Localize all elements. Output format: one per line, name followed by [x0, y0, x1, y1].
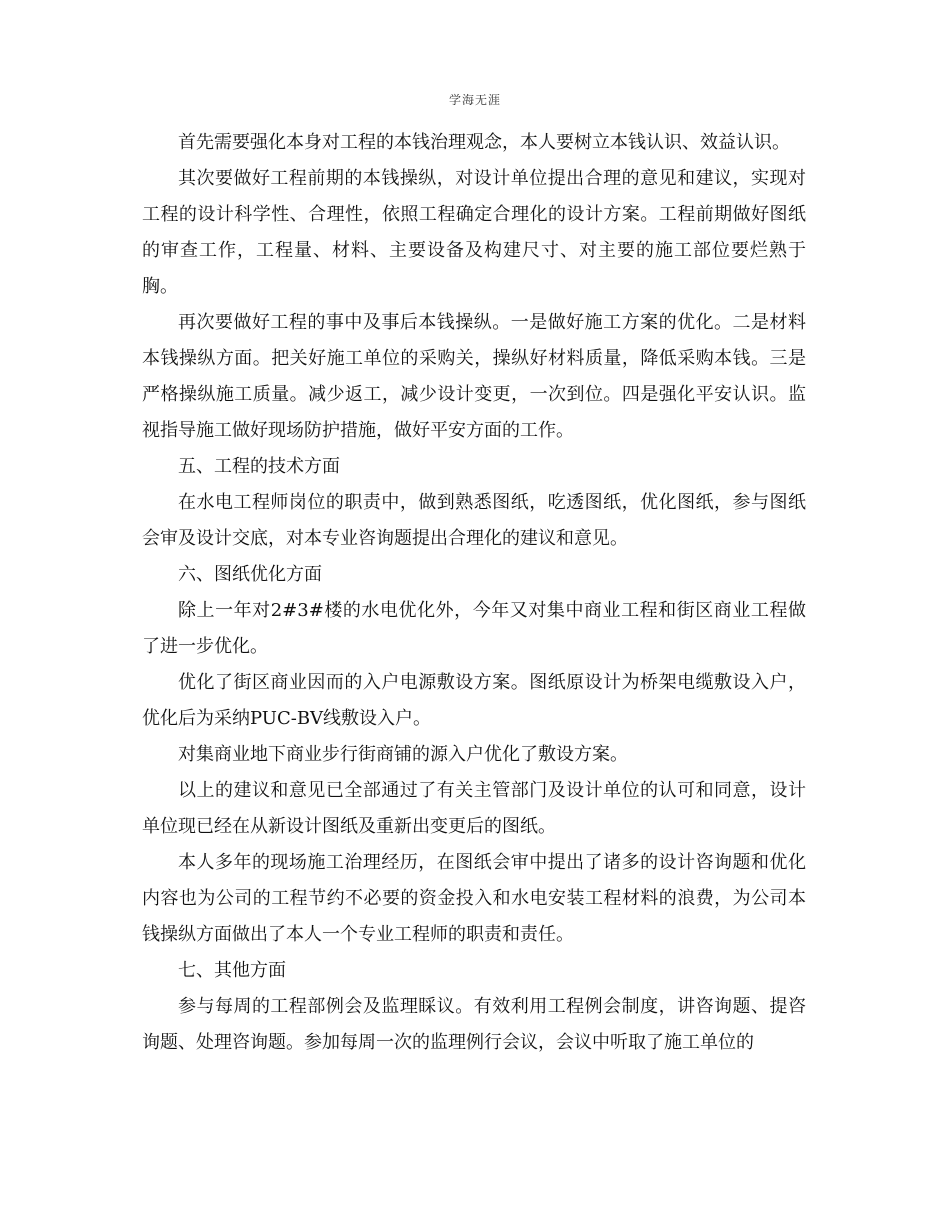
paragraph: 对集商业地下商业步行街商铺的源入户优化了敷设方案。	[178, 744, 628, 765]
paragraph: 除上一年对2#3#楼的水电优化外，今年又对集中商业工程和街区商业工程做了进一步优化。	[142, 600, 806, 657]
paragraph: 参与每周的工程部例会及监理睬议。有效利用工程例会制度，讲咨询题、提咨询题、处理咨询题。参加每周一次的监理例行会议，会议中听取了施工单位的	[142, 996, 806, 1053]
paragraph: 再次要做好工程的事中及事后本钱操纵。一是做好施工方案的优化。二是材料本钱操纵方面。把关好施工单位的采购关，操纵好材料质量，降低采购本钱。三是严格操纵施工质量。减少返工，减少设计变更，一次到位。四是强化平安认识。监视指导施工做好现场防护措施，做好平安方面的工作。	[142, 312, 806, 441]
section-heading: 七、其他方面	[178, 960, 286, 981]
section-heading: 五、工程的技术方面	[178, 456, 340, 477]
paragraph: 首先需要强化本身对工程的本钱治理观念，本人要树立本钱认识、效益认识。	[178, 132, 790, 153]
page-header: 学海无涯	[448, 93, 501, 107]
paragraph: 其次要做好工程前期的本钱操纵，对设计单位提出合理的意见和建议，实现对工程的设计科学性、合理性，依照工程确定合理化的设计方案。工程前期做好图纸的审查工作，工程量、材料、主要设备及构建尺寸、对主要的施工部位要烂熟于胸。	[142, 168, 806, 297]
paragraph: 本人多年的现场施工治理经历，在图纸会审中提出了诸多的设计咨询题和优化内容也为公司的工程节约不必要的资金投入和水电安装工程材料的浪费，为公司本钱操纵方面做出了本人一个专业工程师的职责和责任。	[142, 852, 806, 945]
paragraph: 在水电工程师岗位的职责中，做到熟悉图纸，吃透图纸，优化图纸，参与图纸会审及设计交底，对本专业咨询题提出合理化的建议和意见。	[142, 492, 806, 549]
paragraph: 优化了街区商业因而的入户电源敷设方案。图纸原设计为桥架电缆敷设入户，优化后为采纳PUC-BV线敷设入户。	[142, 672, 806, 729]
document-body	[142, 125, 806, 1061]
section-heading: 六、图纸优化方面	[178, 564, 322, 585]
paragraph: 以上的建议和意见已全部通过了有关主管部门及设计单位的认可和同意，设计单位现已经在从新设计图纸及重新出变更后的图纸。	[142, 780, 806, 837]
